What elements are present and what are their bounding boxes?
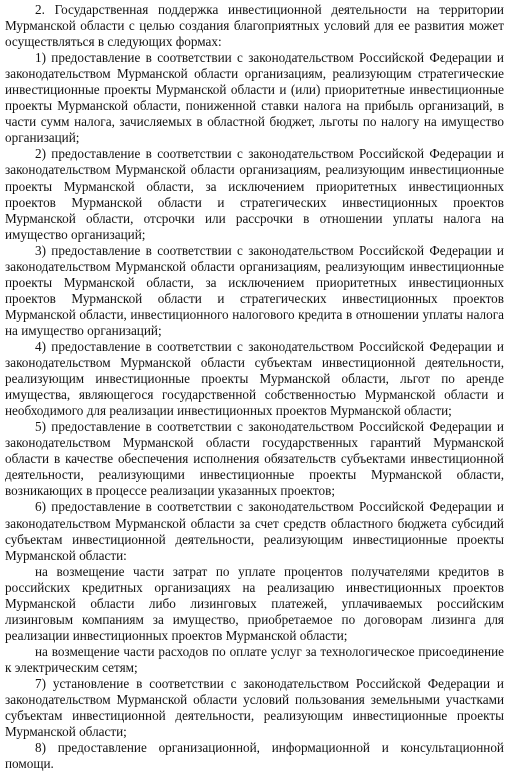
paragraph-item-7: 7) установление в соответствии с законодательством Российской Федерации и законодательством Мурманской области условий пользования земельными участками субъектам инвестиционной деятельности, реализующим инвестиционные проекты Мурманской области;	[5, 675, 504, 740]
paragraph-item-6-subsidy-interest: на возмещение части затрат по уплате процентов получателями кредитов в российских кредитных организациях на реализацию инвестиционных проектов Мурманской области либо лизинговых платежей, уплачиваемых российским лизинговым компаниям за имущество, приобретаемое по договорам лизинга для реализации инвестиционных проектов Мурманской области;	[5, 563, 504, 643]
paragraph-item-1: 1) предоставление в соответствии с законодательством Российской Федерации и законодательством Мурманской области организациям, реализующим стратегические инвестиционные проекты Мурманской области и (или) приоритетные инвестиционные проекты Мурманской области, пониженной ставки налога на прибыль организаций, в части сумм налога, зачисляемых в областной бюджет, льготы по налогу на имущество организаций;	[5, 50, 504, 146]
paragraph-item-2: 2) предоставление в соответствии с законодательством Российской Федерации и законодательством Мурманской области организациям, реализующим инвестиционные проекты Мурманской области, за исключением приоритетных инвестиционных проектов Мурманской области и стратегических инвестиционных проектов Мурманской области, отсрочки или рассрочки в отношении уплаты налога на имущество организаций;	[5, 146, 504, 242]
paragraph-item-6: 6) предоставление в соответствии с законодательством Российской Федерации и законодательством Мурманской области за счет средств областного бюджета субсидий субъектам инвестиционной деятельности, реализующим инвестиционные проекты Мурманской области:	[5, 499, 504, 563]
paragraph-item-5: 5) предоставление в соответствии с законодательством Российской Федерации и законодательством Мурманской области государственных гарантий Мурманской области в качестве обеспечения исполнения обязательств субъектами инвестиционной деятельности, реализующими инвестиционные проекты Мурманской области, возникающих в процессе реализации указанных проектов;	[5, 419, 504, 499]
paragraph-intro: 2. Государственная поддержка инвестиционной деятельности на территории Мурманской области с целью создания благоприятных условий для ее развития может осуществляться в следующих формах:	[5, 2, 504, 50]
paragraph-item-8: 8) предоставление организационной, информационной и консультационной помощи.	[5, 740, 504, 772]
paragraph-item-4: 4) предоставление в соответствии с законодательством Российской Федерации и законодательством Мурманской области субъектам инвестиционной деятельности, реализующим инвестиционные проекты Мурманской области, льгот по аренде имущества, являющегося государственной собственностью Мурманской области и необходимого для реализации инвестиционных проектов Мурманской области;	[5, 338, 504, 419]
paragraph-item-6-subsidy-connection: на возмещение части расходов по оплате услуг за технологическое присоединение к электрическим сетям;	[5, 643, 504, 675]
paragraph-item-3: 3) предоставление в соответствии с законодательством Российской Федерации и законодательством Мурманской области организациям, реализующим инвестиционные проекты Мурманской области, за исключением приоритетных инвестиционных проектов Мурманской области и стратегических инвестиционных проектов Мурманской области, инвестиционного налогового кредита в отношении уплаты налога на имущество организаций;	[5, 242, 504, 338]
